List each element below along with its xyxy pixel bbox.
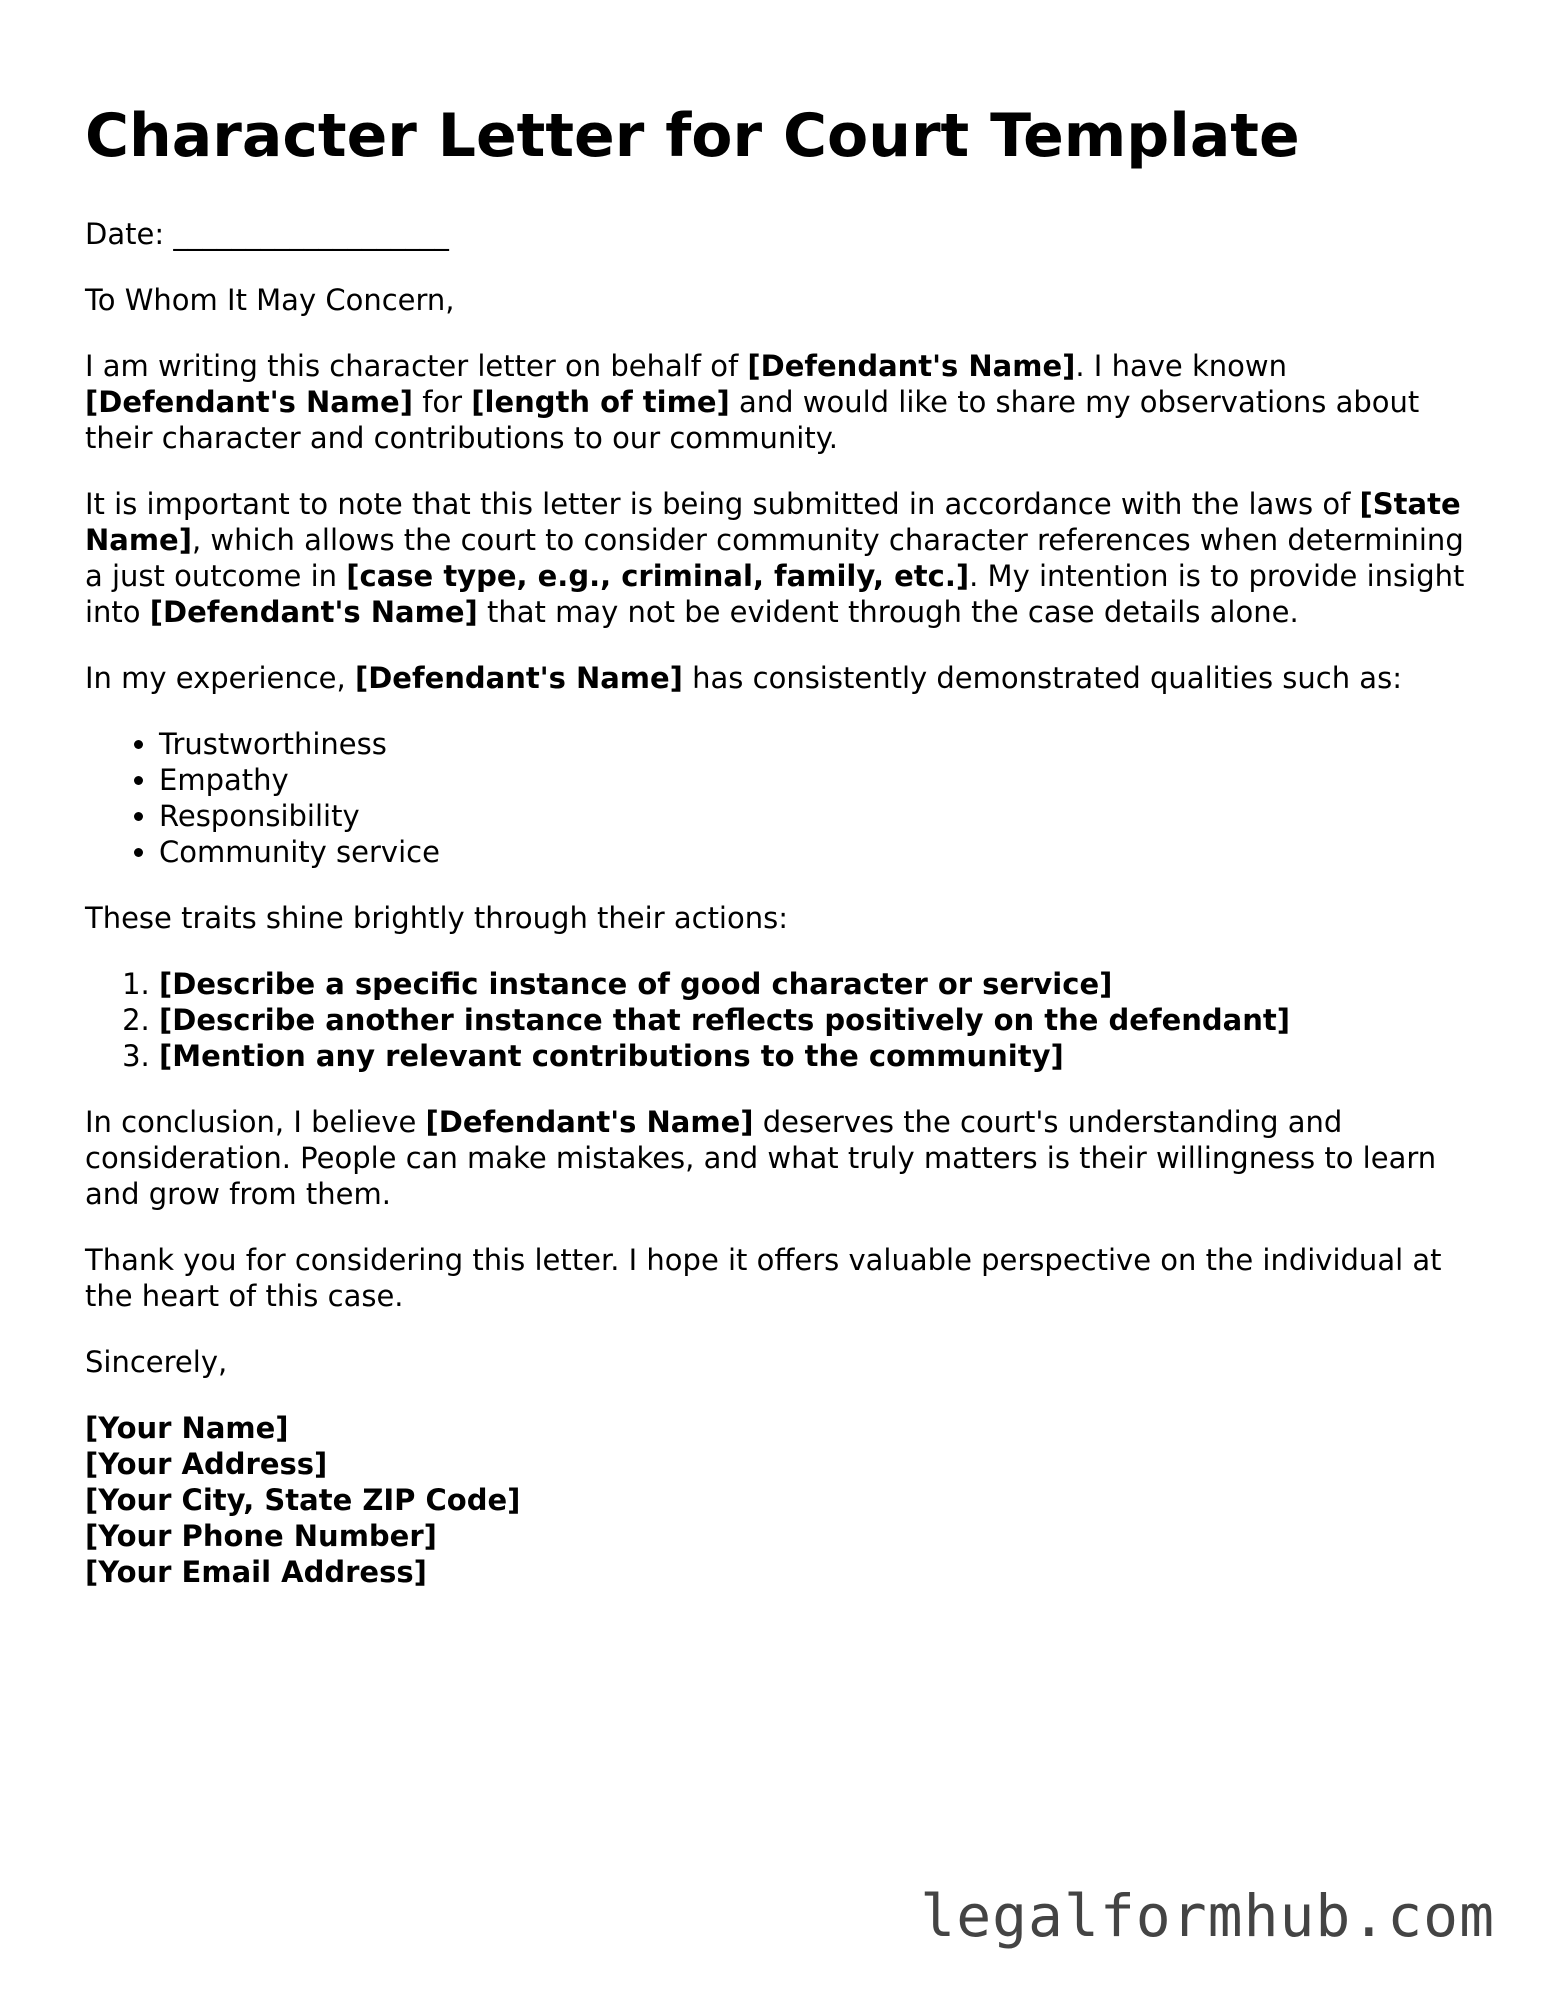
list-item: 3. [Mention any relevant contributions to the community] bbox=[159, 1038, 1465, 1074]
placeholder-case-type: [case type, e.g., criminal, family, etc.] bbox=[346, 559, 970, 593]
date-blank: ___________________ bbox=[173, 217, 449, 251]
text: In conclusion, I believe bbox=[85, 1105, 426, 1139]
signature-block bbox=[85, 1410, 1465, 1590]
paragraph-conclusion bbox=[85, 1104, 1465, 1212]
placeholder-length-of-time: [length of time] bbox=[471, 385, 730, 419]
paragraph-legal-note bbox=[85, 486, 1465, 630]
signature-email: [Your Email Address] bbox=[85, 1555, 427, 1589]
placeholder-state-name: [State Name] bbox=[85, 487, 1461, 557]
list-item: • Trustworthiness bbox=[159, 726, 1465, 762]
signature-name: [Your Name] bbox=[85, 1411, 289, 1445]
signature-phone: [Your Phone Number] bbox=[85, 1519, 437, 1553]
text: . I have known bbox=[1075, 349, 1287, 383]
placeholder-defendant-name: [Defendant's Name] bbox=[149, 595, 478, 629]
text: deserves the court's understanding and consideration. People can make mistakes, and what truly matters is their willingness to learn and grow from them. bbox=[85, 1105, 1437, 1211]
paragraph-thanks: Thank you for considering this letter. I hope it offers valuable perspective on the individual at the heart of this case. bbox=[85, 1243, 1442, 1313]
placeholder-defendant-name: [Defendant's Name] bbox=[747, 349, 1076, 383]
letter-page bbox=[85, 100, 1465, 1590]
text: I am writing this character letter on behalf of bbox=[85, 349, 748, 383]
placeholder-defendant-name: [Defendant's Name] bbox=[425, 1105, 754, 1139]
list-item: 1. [Describe a specific instance of good character or service] bbox=[159, 966, 1465, 1002]
list-item: • Empathy bbox=[159, 762, 1465, 798]
instances-list bbox=[85, 966, 1465, 1074]
placeholder-defendant-name: [Defendant's Name] bbox=[354, 661, 683, 695]
text: . My intention is to provide insight into bbox=[85, 559, 1465, 629]
paragraph-qualities-intro bbox=[85, 660, 1465, 696]
list-item: • Community service bbox=[159, 834, 1465, 870]
text: It is important to note that this letter is being submitted in accordance with the laws of bbox=[85, 487, 1360, 521]
text: for bbox=[412, 385, 472, 419]
qualities-list bbox=[85, 726, 1465, 870]
date-line bbox=[85, 216, 1465, 252]
text: , which allows the court to consider community character references when determining a just outcome in bbox=[85, 523, 1464, 593]
list-item: 2. [Describe another instance that reflects positively on the defendant] bbox=[159, 1002, 1465, 1038]
closing: Sincerely, bbox=[85, 1345, 228, 1379]
paragraph-intro bbox=[85, 348, 1465, 456]
list-item: • Responsibility bbox=[159, 798, 1465, 834]
footer-watermark: legalformhub.com bbox=[920, 1882, 1495, 1950]
date-label: Date: bbox=[85, 217, 165, 251]
text: and would like to share my observations about their character and contributions to our community. bbox=[85, 385, 1420, 455]
paragraph-traits: These traits shine brightly through their actions: bbox=[85, 901, 788, 935]
signature-city: [Your City, State ZIP Code] bbox=[85, 1483, 521, 1517]
salutation: To Whom It May Concern, bbox=[85, 283, 455, 317]
text: that may not be evident through the case details alone. bbox=[477, 595, 1299, 629]
text: In my experience, bbox=[85, 661, 355, 695]
signature-address: [Your Address] bbox=[85, 1447, 328, 1481]
placeholder-defendant-name: [Defendant's Name] bbox=[85, 385, 413, 419]
page-title: Character Letter for Court Template bbox=[85, 101, 1300, 171]
text: has consistently demonstrated qualities such as: bbox=[682, 661, 1402, 695]
